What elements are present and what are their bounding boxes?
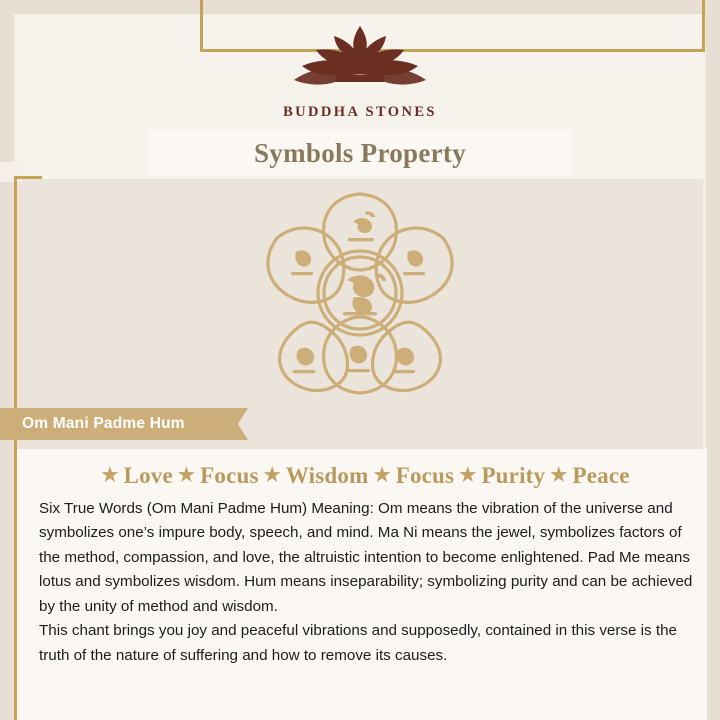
frame-corner-notch <box>0 162 22 182</box>
keyword-row <box>39 463 693 489</box>
brand-logo-block <box>0 24 720 121</box>
om-mani-padme-hum-lotus-mandala-icon <box>235 186 485 401</box>
description-paragraph-1: Six True Words (Om Mani Padme Hum) Meaning: Om means the vibration of the universe and symbolizes one’s impure body, speech, and mind. Ma Ni means the jewel, symbolizes factors of the method, compassion, and love, the altruistic intention to become enlightened. Pad Me means lotus and symbolizes wisdom. Hum means inseparability; symbolizing purity and can be achieved by the unity of method and wisdom. <box>39 500 693 615</box>
description-panel <box>17 449 707 720</box>
description-paragraph-2: This chant brings you joy and peaceful vibrations and supposedly, contained in this verse is the truth of the nature of suffering and how to remove its causes. <box>39 622 677 664</box>
keyword-focus-1: Focus <box>200 463 259 488</box>
brand-name: BUDDHA STONES <box>283 104 437 120</box>
star-icon: ★ <box>101 464 119 486</box>
frame-top-band <box>0 0 720 14</box>
star-icon: ★ <box>459 464 477 486</box>
star-icon: ★ <box>550 464 568 486</box>
ribbon-banner <box>0 408 238 440</box>
ribbon-tail <box>238 408 248 440</box>
keyword-peace: Peace <box>572 463 630 488</box>
star-icon: ★ <box>263 464 281 486</box>
keyword-focus-2: Focus <box>395 463 455 488</box>
page-title-bar <box>148 130 572 176</box>
lotus-meditation-figure-icon <box>280 24 440 100</box>
gold-line-left-cap <box>14 176 42 179</box>
keyword-love: Love <box>123 463 173 488</box>
star-icon: ★ <box>177 464 196 486</box>
mandala-block <box>0 186 720 406</box>
ribbon-label: Om Mani Padme Hum <box>22 415 185 432</box>
keyword-purity: Purity <box>481 463 546 488</box>
page-title: Symbols Property <box>253 137 467 168</box>
keyword-wisdom: Wisdom <box>285 463 369 488</box>
star-icon: ★ <box>373 464 391 486</box>
